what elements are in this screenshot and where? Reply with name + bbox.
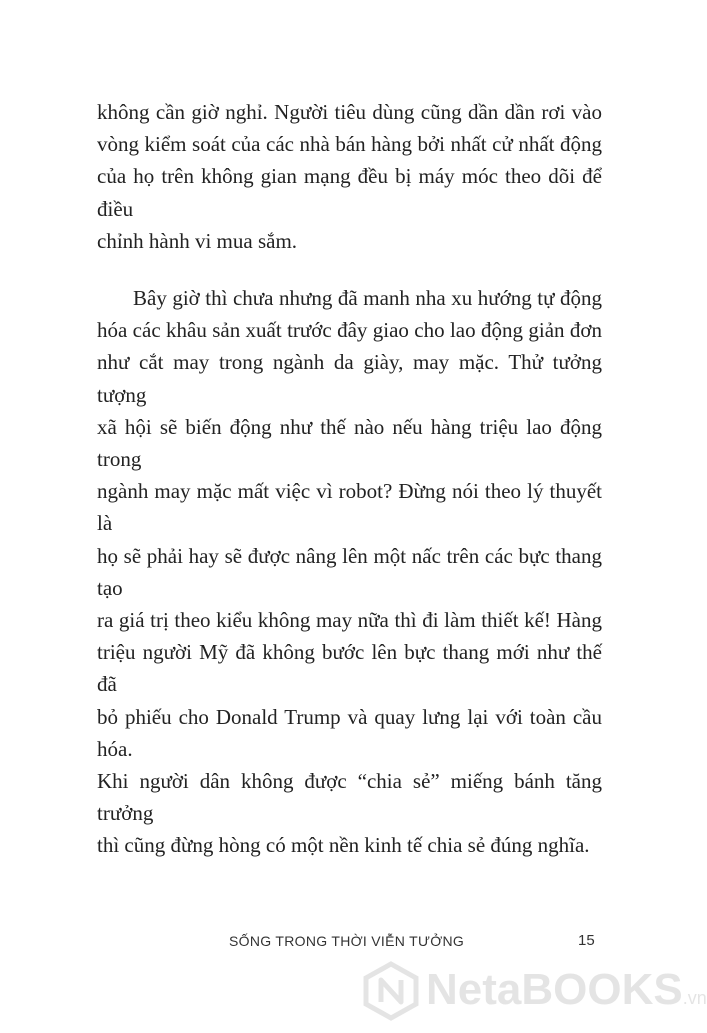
watermark-brand: NetaBOOKS.vn [426, 965, 707, 1014]
text-line: xã hội sẽ biến động như thế nào nếu hàng triệu lao động trong [97, 414, 602, 472]
text-line: hóa các khâu sản xuất trước đây giao cho lao động giản đơn [97, 318, 602, 343]
text-line: Khi người dân không được “chia sẻ” miếng bánh tăng trưởng [97, 769, 602, 826]
page-number: 15 [578, 932, 595, 949]
body-text [97, 96, 602, 862]
running-title: SỐNG TRONG THỜI VIỄN TƯỞNG [229, 933, 465, 949]
text-line: Bây giờ thì chưa nhưng đã manh nha xu hướng tự động [133, 286, 602, 311]
text-line: vòng kiểm soát của các nhà bán hàng bởi nhất cử nhất động [97, 132, 602, 157]
text-line: không cần giờ nghỉ. Người tiêu dùng cũng dần dần rơi vào [97, 100, 602, 124]
paragraph-2 [97, 282, 602, 862]
paragraph-1 [97, 96, 602, 257]
watermark [362, 960, 707, 1020]
paragraph-spacer [97, 257, 602, 282]
text-line: triệu người Mỹ đã không bước lên bực thang mới như thế đã [97, 640, 602, 697]
text-line: của họ trên không gian mạng đều bị máy móc theo dõi để điều [97, 164, 602, 221]
text-line: ngành may mặc mất việc vì robot? Đừng nói theo lý thuyết là [97, 479, 602, 536]
page-footer [0, 931, 700, 955]
text-line: thì cũng đừng hòng có một nền kinh tế chia sẻ đúng nghĩa. [97, 833, 590, 858]
text-line: như cắt may trong ngành da giày, may mặc. Thử tưởng tượng [97, 350, 602, 407]
text-line: bỏ phiếu cho Donald Trump và quay lưng lại với toàn cầu hóa. [97, 704, 602, 761]
text-line: chỉnh hành vi mua sắm. [97, 228, 298, 253]
text-line: ra giá trị theo kiểu không may nữa thì đi làm thiết kế! Hàng [97, 608, 602, 633]
text-line: họ sẽ phải hay sẽ được nâng lên một nấc trên các bực thang tạo [97, 543, 602, 600]
n-logo-icon [362, 962, 420, 1020]
